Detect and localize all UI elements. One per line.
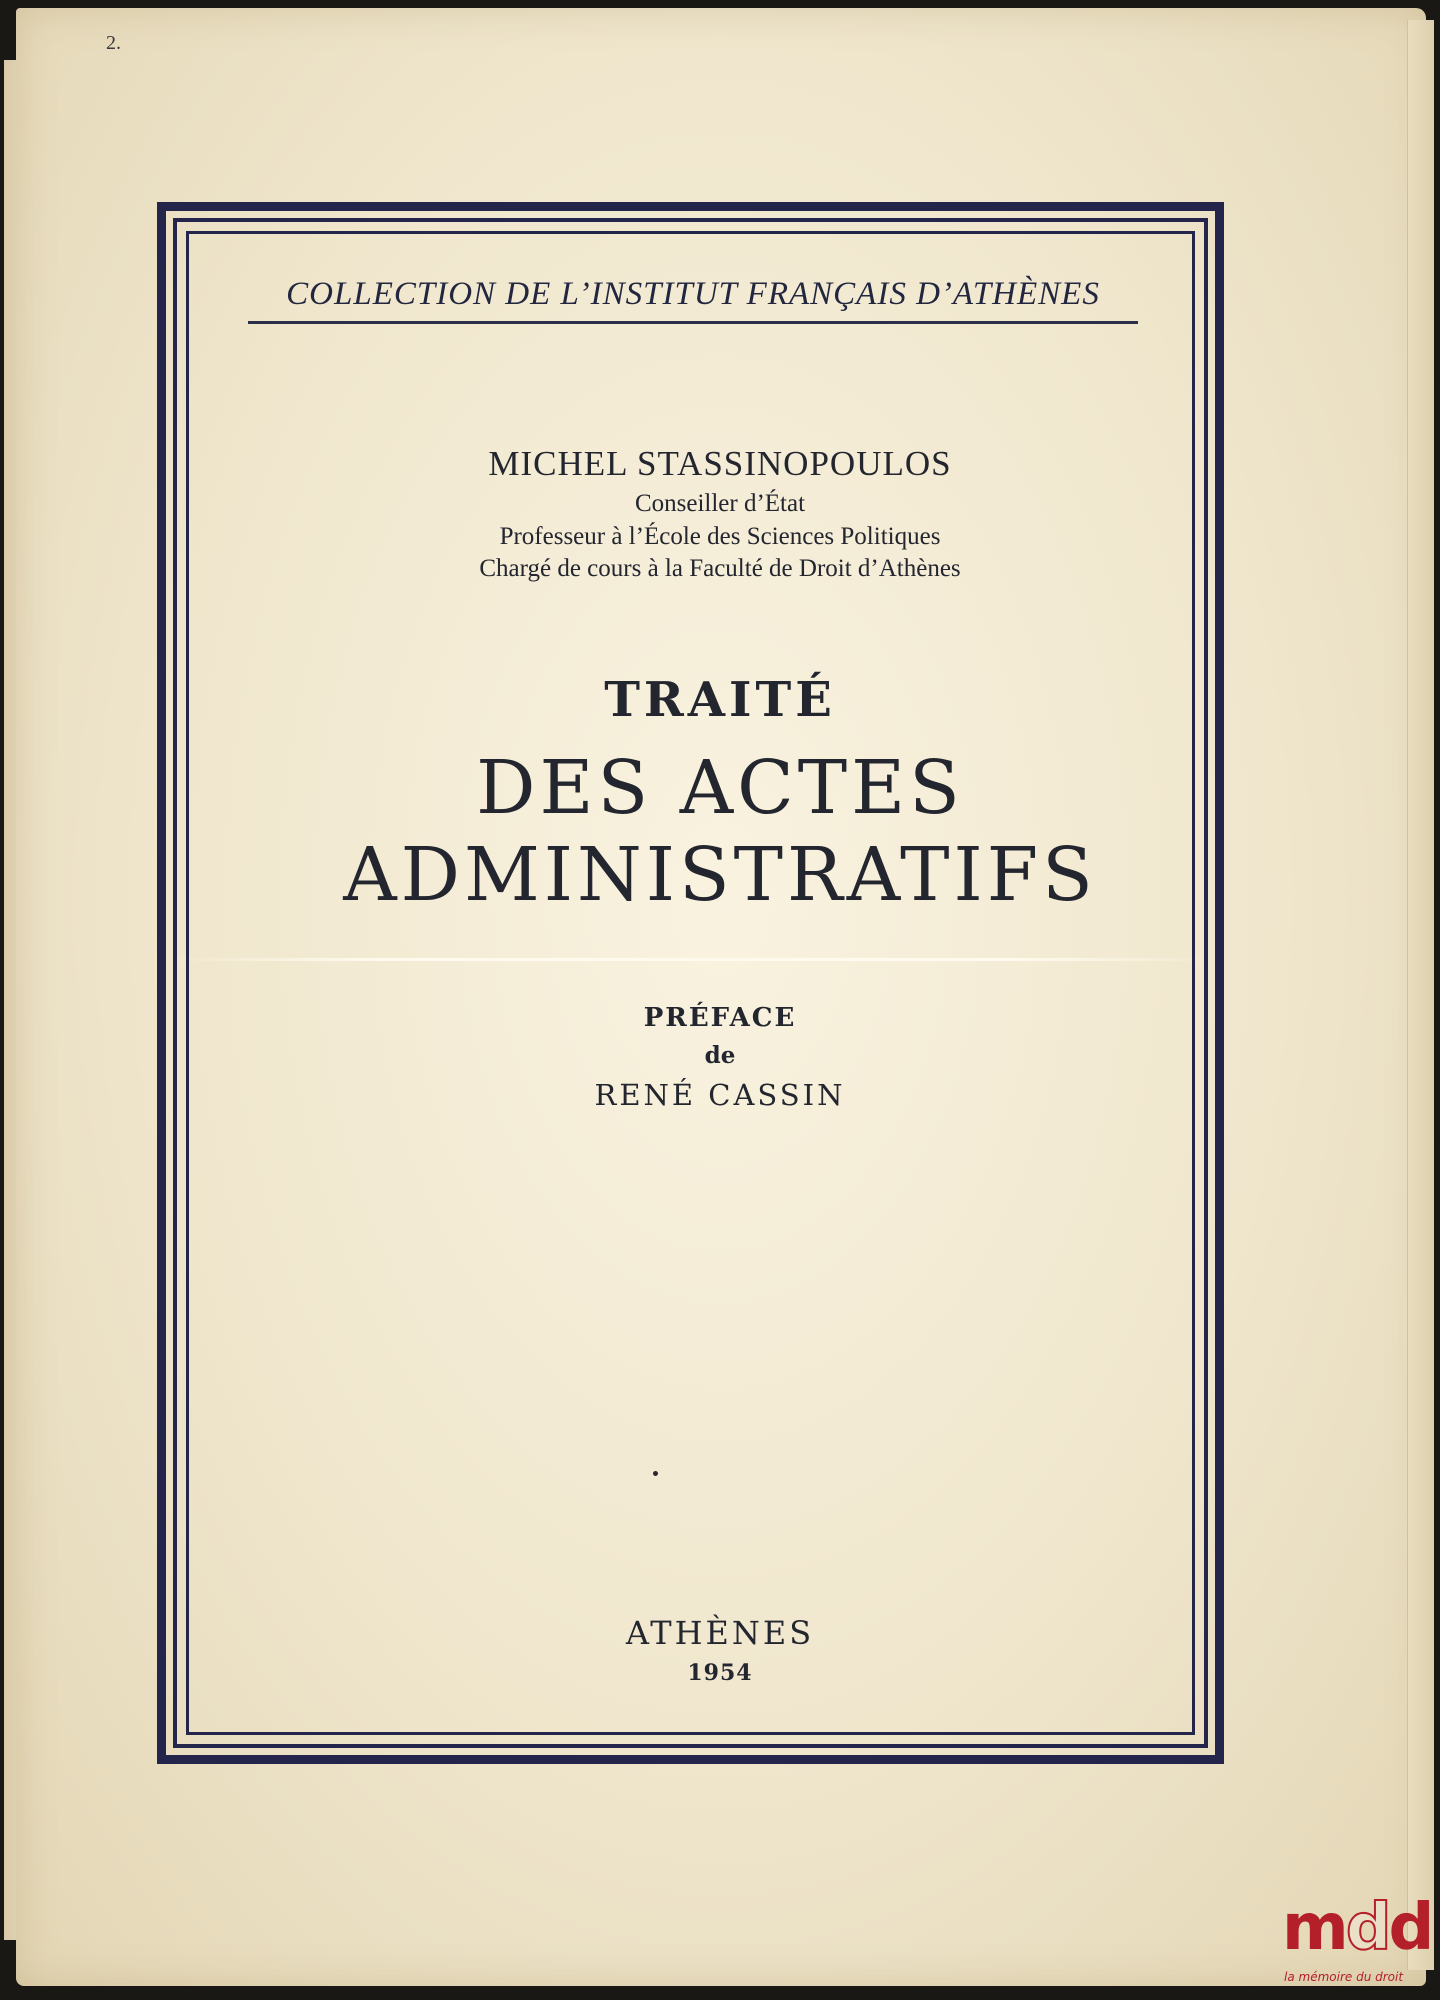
logo-letter: d	[1388, 1891, 1432, 1965]
collection-title: COLLECTION DE L’INSTITUT FRANÇAIS D’ATHÈNES	[248, 276, 1138, 324]
preface-label: PRÉFACE	[643, 1003, 797, 1033]
author-role: Professeur à l’École des Sciences Politiques	[499, 523, 941, 550]
preface-author: RENÉ CASSIN	[594, 1078, 846, 1112]
mdd-watermark-logo	[1282, 1891, 1434, 1992]
logo-letter: m	[1282, 1891, 1346, 1965]
author-role: Conseiller d’État	[634, 490, 806, 517]
preface-de: de	[704, 1042, 736, 1069]
book-title-line: ADMINISTRATIFS	[343, 832, 1097, 918]
book-title-line: TRAITÉ	[604, 672, 836, 728]
logo-tagline: la mémoire du droit	[1284, 1970, 1404, 1984]
publication-city: ATHÈNES	[625, 1614, 815, 1652]
author-role: Chargé de cours à la Faculté de Droit d’Athènes	[479, 555, 961, 582]
book-title-line: DES ACTES	[476, 745, 964, 831]
logo-letter: d	[1345, 1891, 1389, 1965]
ink-speck	[653, 1471, 658, 1476]
author-name: MICHEL STASSINOPOULOS	[488, 444, 952, 483]
corner-pencil-mark: 2.	[106, 32, 121, 54]
logo-letters	[1282, 1891, 1432, 1965]
publication-year: 1954	[687, 1660, 753, 1686]
